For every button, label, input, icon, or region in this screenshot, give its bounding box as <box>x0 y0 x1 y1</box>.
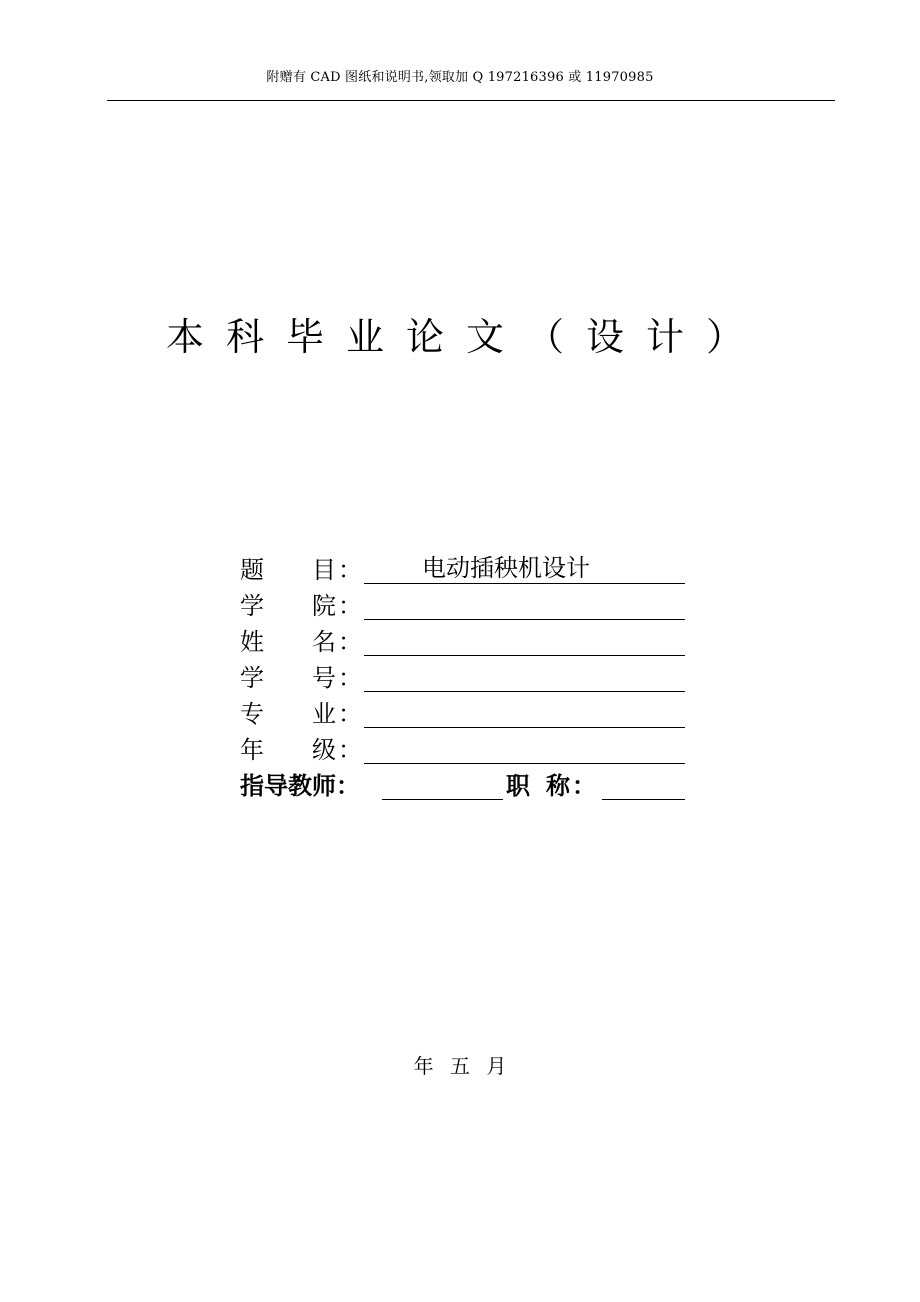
major-row <box>240 696 690 732</box>
cover-form <box>240 552 690 804</box>
major-label-char-1: 专 <box>240 700 264 728</box>
name-field[interactable] <box>364 628 685 656</box>
date-month-value: 五 <box>450 1054 470 1078</box>
topic-field[interactable] <box>364 556 685 584</box>
date-year-label: 年 <box>413 1054 434 1078</box>
student-id-label-colon: ： <box>338 664 362 692</box>
advisor-field[interactable] <box>382 772 503 800</box>
college-label-colon: ： <box>338 592 362 620</box>
position-field[interactable] <box>602 772 685 800</box>
position-label-colon: ： <box>572 772 596 800</box>
document-title: 本科毕业论文（设计） <box>165 315 766 359</box>
name-label-char-2: 名 <box>312 628 336 656</box>
student-id-row <box>240 660 690 696</box>
name-label-char-1: 姓 <box>240 628 264 656</box>
name-row <box>240 624 690 660</box>
date-line <box>0 1050 920 1079</box>
advisor-row <box>240 768 690 804</box>
position-label-char-2: 称 <box>546 772 570 800</box>
date-month-label: 月 <box>486 1054 507 1078</box>
position-label-char-1: 职 <box>506 772 530 800</box>
topic-row <box>240 552 690 588</box>
header-rule <box>107 100 835 101</box>
grade-row <box>240 732 690 768</box>
college-field[interactable] <box>364 592 685 620</box>
major-label-char-2: 业 <box>312 700 336 728</box>
college-label-char-1: 学 <box>240 592 264 620</box>
grade-label-char-1: 年 <box>240 736 264 764</box>
grade-label-char-2: 级 <box>312 736 336 764</box>
advisor-label: 指导教师： <box>240 772 360 800</box>
college-label-char-2: 院 <box>312 592 336 620</box>
major-field[interactable] <box>364 700 685 728</box>
topic-label-colon: ： <box>338 556 362 584</box>
student-id-field[interactable] <box>364 664 685 692</box>
student-id-label-char-1: 学 <box>240 664 264 692</box>
header-note: 附赠有 CAD 图纸和说明书,领取加 Q 197216396 或 11970985 <box>266 70 654 85</box>
college-row <box>240 588 690 624</box>
student-id-label-char-2: 号 <box>312 664 336 692</box>
grade-field[interactable] <box>364 736 685 764</box>
topic-label-char-2: 目 <box>312 556 336 584</box>
topic-label-char-1: 题 <box>240 556 264 584</box>
major-label-colon: ： <box>338 700 362 728</box>
name-label-colon: ： <box>338 628 362 656</box>
grade-label-colon: ： <box>338 736 362 764</box>
topic-value: 电动插秧机设计 <box>422 554 590 582</box>
